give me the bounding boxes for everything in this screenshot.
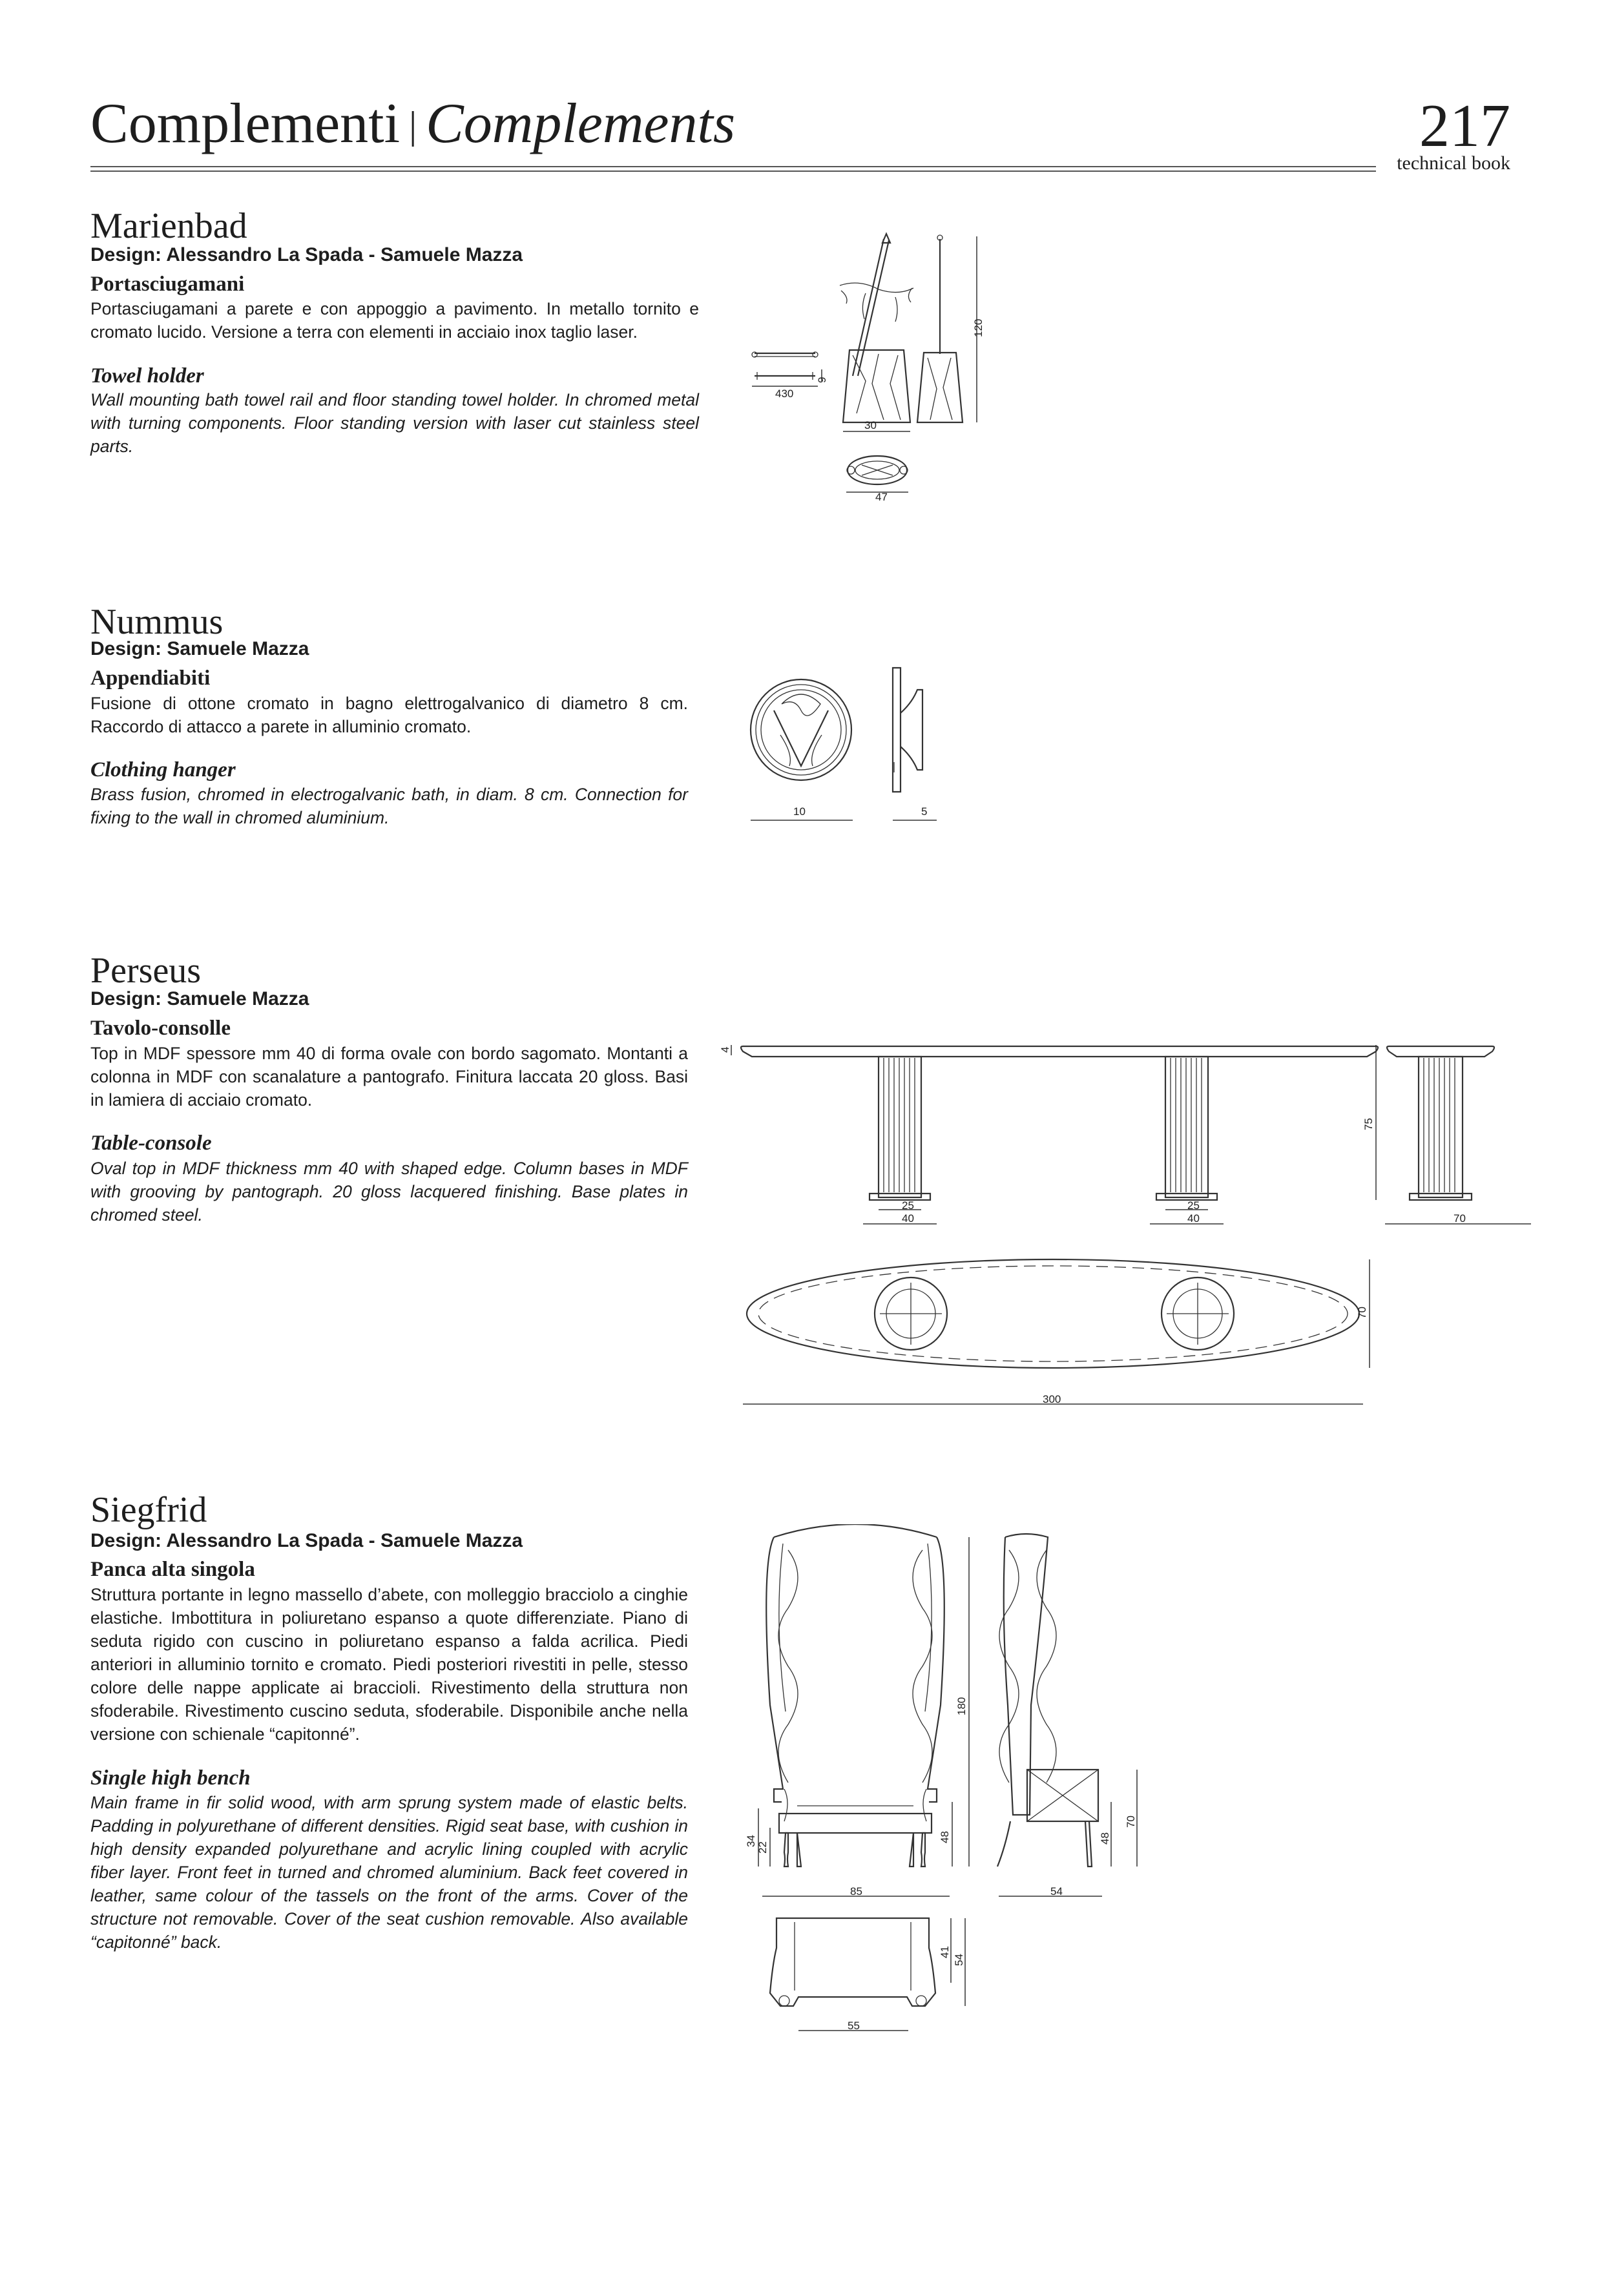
product-it-nummus: Appendiabiti bbox=[90, 667, 211, 690]
perseus-drawing bbox=[717, 1027, 1550, 1427]
description-it-marienbad: Portasciugamani a parete e con appoggio a pavimento. In metallo tornito e cromato lucido. Versione a terra con elementi in acciaio inox taglio laser. bbox=[90, 299, 699, 342]
dim-side-seat-level: 48 bbox=[1099, 1832, 1111, 1845]
header-rule-bottom bbox=[90, 171, 1376, 172]
designer-siegfrid: Design: Alessandro La Spada - Samuele Mazza bbox=[90, 1530, 523, 1551]
dim-rail-width: 430 bbox=[775, 388, 794, 400]
dim-diameter: 10 bbox=[793, 805, 806, 818]
floor-stand-front-view bbox=[840, 234, 913, 422]
dim-seat-height: 22 bbox=[756, 1841, 769, 1854]
dim-depth: 5 bbox=[921, 805, 928, 818]
product-en-siegfrid: Single high bench bbox=[90, 1766, 251, 1790]
section-title-marienbad: Marienbad bbox=[90, 206, 247, 246]
product-it-siegfrid: Panca alta singola bbox=[90, 1558, 255, 1581]
bench-front-view bbox=[766, 1524, 944, 1867]
title-separator: | bbox=[409, 104, 417, 147]
product-en-perseus: Table-console bbox=[90, 1132, 212, 1155]
book-label: technical book bbox=[1397, 152, 1510, 174]
dim-top-thickness: 4 bbox=[719, 1046, 731, 1053]
dim-base2-diameter: 40 bbox=[1187, 1212, 1200, 1225]
dim-height: 75 bbox=[1362, 1118, 1375, 1130]
rail-top-view bbox=[755, 372, 815, 380]
bench-side-view bbox=[997, 1534, 1098, 1867]
dim-side-arm-height: 70 bbox=[1125, 1815, 1137, 1828]
product-it-marienbad: Portasciugamani bbox=[90, 273, 245, 296]
description-en-perseus: Oval top in MDF thickness mm 40 with shaped edge. Column bases in MDF with grooving by pantograph. 20 gloss lacquered finishing. Base plates in chromed steel. bbox=[90, 1159, 688, 1225]
bench-plan-view bbox=[770, 1918, 935, 2006]
dim-arm-height: 34 bbox=[745, 1835, 757, 1847]
dim-plan-front: 41 bbox=[939, 1946, 951, 1958]
description-en-nummus: Brass fusion, chromed in electrogalvanic bath, in diam. 8 cm. Connection for fixing to the wall in chromed aluminium. bbox=[90, 785, 688, 827]
page-number: 217 bbox=[1419, 92, 1510, 160]
designer-marienbad: Design: Alessandro La Spada - Samuele Mazza bbox=[90, 244, 523, 265]
table-plan-view bbox=[747, 1259, 1359, 1368]
dim-length: 300 bbox=[1043, 1393, 1061, 1405]
table-side-view bbox=[1387, 1046, 1494, 1200]
description-en-marienbad: Wall mounting bath towel rail and floor standing towel holder. In chromed metal with turning components. Floor standing version with laser cut stainless steel parts. bbox=[90, 390, 699, 456]
page-title bbox=[90, 92, 736, 155]
dim-plan-depth: 54 bbox=[953, 1954, 965, 1966]
header-rule-top bbox=[90, 166, 1376, 167]
title-english: Complements bbox=[426, 92, 736, 155]
hanger-front-view bbox=[751, 679, 851, 780]
dim-height: 120 bbox=[972, 318, 985, 337]
title-italian: Complementi bbox=[90, 92, 401, 155]
section-title-nummus: Nummus bbox=[90, 602, 224, 642]
dim-depth: 54 bbox=[1050, 1885, 1063, 1898]
description-it-nummus: Fusione di ottone cromato in bagno elettrogalvanico di diametro 8 cm. Raccordo di attacco a parete in alluminio cromato. bbox=[90, 694, 688, 736]
product-it-perseus: Tavolo-consolle bbox=[90, 1017, 231, 1040]
siegfrid-drawing bbox=[743, 1524, 1169, 2060]
marienbad-drawing bbox=[743, 226, 1040, 510]
description-it-siegfrid: Struttura portante in legno massello d’abete, con molleggio bracciolo a cinghie elastiche. Imbottitura in poliuretano espanso a quote differenziate. Piano di seduta rigido con cuscino in poliuretano espanso a falda acrilica. Piedi anteriori in alluminio tornito e cromato. Piedi posteriori rivestiti in pelle, stesso colore delle nappe applicate ai braccioli. Rivestimento della struttura non sfoderabile. Rivestimento cuscino seduta, sfoderabile. Disponibile anche nella versione con schienale “capitonné”. bbox=[90, 1585, 688, 1744]
dim-height: 180 bbox=[955, 1697, 968, 1715]
dim-plan-width: 55 bbox=[848, 2020, 860, 2032]
rail-front-view bbox=[752, 352, 818, 357]
floor-stand-side-view bbox=[917, 235, 963, 422]
designer-perseus: Design: Samuele Mazza bbox=[90, 988, 309, 1009]
section-title-siegfrid: Siegfrid bbox=[90, 1490, 207, 1530]
dim-rail-depth: 9 bbox=[816, 377, 828, 383]
floor-stand-top-view bbox=[847, 456, 908, 484]
description-it-perseus: Top in MDF spessore mm 40 di forma ovale con bordo sagomato. Montanti a colonna in MDF con scanalature a pantografo. Finitura laccata 20 gloss. Basi in lamiera di acciaio cromato. bbox=[90, 1044, 688, 1110]
description-en-siegfrid: Main frame in fir solid wood, with arm sprung system made of elastic belts. Padding in polyurethane of different densities. Rigid seat base, with cushion in high density expanded polyurethane and acrylic lining coupled with acrylic fiber layer. Front feet in turned and chromed aluminium. Back feet covered in leather, same colour of the tassels on the front of the arms. Cover of the structure not removable. Cover of the seat cushion removable. Also available “capitonné” back. bbox=[90, 1793, 688, 1952]
dim-base-diameter: 40 bbox=[902, 1212, 914, 1225]
dim-column-diameter: 25 bbox=[902, 1199, 914, 1212]
product-en-nummus: Clothing hanger bbox=[90, 758, 236, 781]
dim-width: 85 bbox=[850, 1885, 862, 1898]
section-title-perseus: Perseus bbox=[90, 951, 202, 991]
nummus-drawing bbox=[743, 659, 975, 833]
dim-plan-depth: 70 bbox=[1356, 1307, 1368, 1319]
table-front-view bbox=[741, 1046, 1378, 1200]
dim-seat-level: 48 bbox=[939, 1831, 951, 1843]
product-en-marienbad: Towel holder bbox=[90, 364, 204, 388]
hanger-side-view bbox=[893, 668, 922, 792]
dim-base-width: 30 bbox=[864, 419, 877, 431]
dim-depth: 70 bbox=[1454, 1212, 1466, 1225]
designer-nummus: Design: Samuele Mazza bbox=[90, 638, 309, 659]
dim-column2-diameter: 25 bbox=[1187, 1199, 1200, 1212]
dim-base-depth: 47 bbox=[875, 491, 888, 503]
